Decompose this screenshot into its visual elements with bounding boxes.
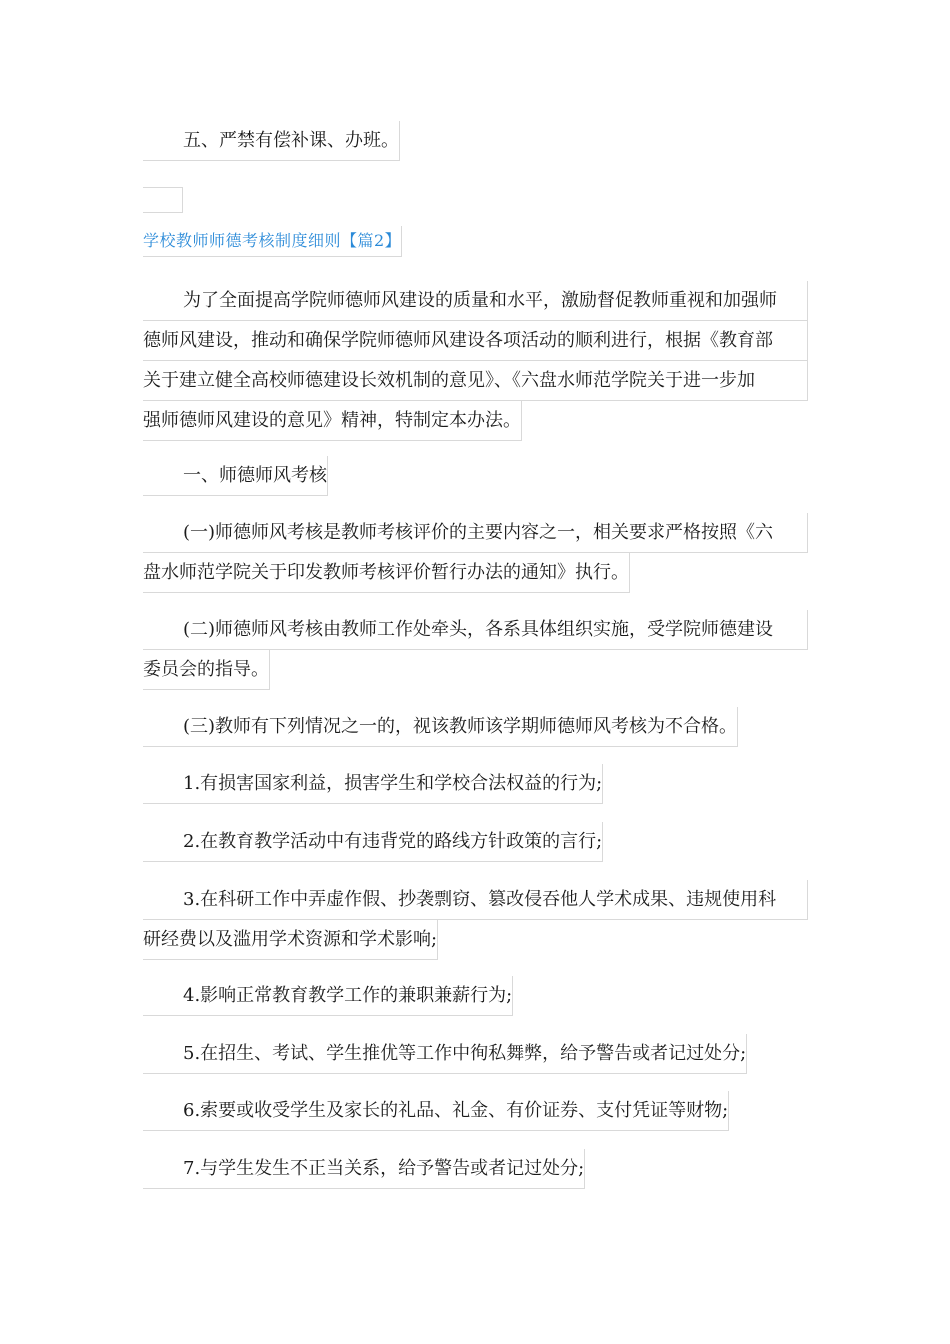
list-item-5 xyxy=(143,1034,747,1074)
paragraph-item-b xyxy=(143,610,808,690)
paragraph-text: 一、师德师风考核 xyxy=(183,465,327,486)
list-item-4 xyxy=(143,976,513,1016)
section-one-title xyxy=(143,456,328,496)
paragraph-text: 1.有损害国家利益，损害学生和学校合法权益的行为; xyxy=(183,773,603,794)
paragraph-line: 委员会的指导。 xyxy=(143,659,269,680)
paragraph-text: 5.在招生、考试、学生推优等工作中徇私舞弊，给予警告或者记过处分; xyxy=(183,1043,747,1064)
list-item-6 xyxy=(143,1091,729,1131)
paragraph-line: (一)师德师风考核是教师考核评价的主要内容之一，相关要求严格按照《六 xyxy=(183,522,774,543)
paragraph-item-c xyxy=(143,707,738,747)
paragraph-line: 盘水师范学院关于印发教师考核评价暂行办法的通知》执行。 xyxy=(143,562,629,583)
empty-paragraph-box xyxy=(143,187,183,213)
paragraph-rule-five xyxy=(143,121,400,161)
list-item-3 xyxy=(143,880,808,960)
paragraph-line: 3.在科研工作中弄虚作假、抄袭剽窃、篡改侵吞他人学术成果、违规使用科 xyxy=(183,889,777,910)
paragraph-text: 7.与学生发生不正当关系，给予警告或者记过处分; xyxy=(183,1158,585,1179)
paragraph-line: 为了全面提高学院师德师风建设的质量和水平，激励督促教师重视和加强师 xyxy=(183,290,777,311)
paragraph-line: 关于建立健全高校师德建设长效机制的意见》、《六盘水师范学院关于进一步加 xyxy=(143,370,755,391)
paragraph-text: 2.在教育教学活动中有违背党的路线方针政策的言行; xyxy=(183,831,603,852)
paragraph-text: 4.影响正常教育教学工作的兼职兼薪行为; xyxy=(183,985,513,1006)
section-heading: 学校教师师德考核制度细则【篇2】 xyxy=(143,226,402,257)
paragraph-line: (二)师德师风考核由教师工作处牵头，各系具体组织实施，受学院师德建设 xyxy=(183,619,774,640)
list-item-7 xyxy=(143,1149,585,1189)
paragraph-line: 德师风建设，推动和确保学院师德师风建设各项活动的顺利进行，根据《教育部 xyxy=(143,330,773,351)
list-item-1 xyxy=(143,764,603,804)
paragraph-text: 6.索要或收受学生及家长的礼品、礼金、有价证券、支付凭证等财物; xyxy=(183,1100,729,1121)
paragraph-text: 五、严禁有偿补课、办班。 xyxy=(183,130,399,151)
paragraph-item-a xyxy=(143,513,808,593)
paragraph-line: 强师德师风建设的意见》精神，特制定本办法。 xyxy=(143,410,521,431)
paragraph-text: (三)教师有下列情况之一的，视该教师该学期师德师风考核为不合格。 xyxy=(183,716,738,737)
paragraph-intro xyxy=(143,281,808,441)
list-item-2 xyxy=(143,822,603,862)
paragraph-line: 研经费以及滥用学术资源和学术影响; xyxy=(143,929,438,950)
